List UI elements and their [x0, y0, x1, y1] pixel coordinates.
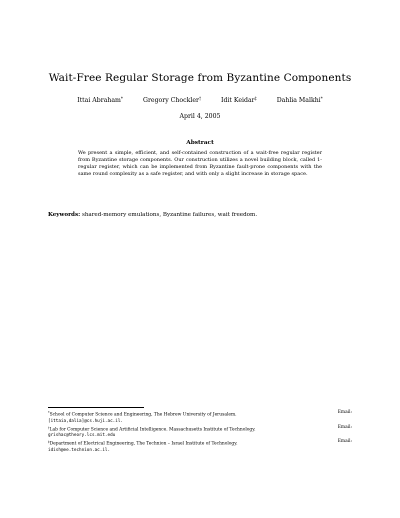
author-affiliation-mark: * — [320, 96, 323, 101]
footnote — [48, 439, 352, 454]
author-affiliation-mark: † — [198, 96, 202, 101]
author-list — [0, 96, 400, 104]
author-name: Ittai Abraham — [77, 97, 121, 104]
footnote-email: idish@ee.technion.ac.il. — [48, 447, 111, 453]
footnote-email-label: Email: — [337, 424, 352, 430]
footnote-email: [ittaia,dalia]@cs.huji.ac.il. — [48, 418, 124, 424]
author — [221, 96, 257, 104]
abstract-body: We present a simple, efficient, and self-contained construction of a wait-free regular register from Byzantine storage components. Our construction utilizes a novel building block, called 1-regular register, which can be implemented from Byzantine fault-prone components with the same round complexity as a safe register, and with only a slight increase in storage space. — [78, 150, 322, 177]
footnote-text: School of Computer Science and Engineering, The Hebrew University of Jerusalem. — [49, 412, 237, 418]
footnote-text: Lab for Computer Science and Artificial Intelligence. Massachusetts Institute of Technology. — [49, 427, 256, 432]
footnote-email-label: Email: — [337, 410, 352, 415]
author — [277, 96, 323, 104]
footnote-mark: * — [48, 411, 50, 415]
footnotes — [48, 410, 352, 454]
footnote — [48, 410, 352, 425]
author-affiliation-mark: * — [120, 96, 124, 101]
author-affiliation-mark: ‡ — [254, 96, 257, 101]
footnote-email-label: Email: — [337, 439, 352, 444]
paper-date: April 4, 2005 — [179, 113, 221, 120]
footnote-email: grishac@theory.lcs.mit.edu — [48, 433, 116, 438]
author — [143, 96, 201, 104]
abstract-heading: Abstract — [186, 140, 214, 146]
keywords-line — [48, 212, 358, 218]
footnote — [48, 425, 352, 440]
footnote-mark: ‡ — [48, 440, 50, 444]
keywords-text: shared-memory emulations, Byzantine failures, wait freedom. — [81, 212, 258, 218]
author-name: Gregory Chockler — [143, 97, 199, 104]
author-name: Idit Keidar — [221, 97, 255, 104]
paper-title: Wait-Free Regular Storage from Byzantine Components — [48, 72, 352, 84]
footnote-text: Department of Electrical Engineering, The Technion – Israel Institute of Technology. — [49, 441, 238, 447]
keywords-label: Keywords: — [48, 212, 81, 218]
footnote-mark: † — [48, 425, 50, 430]
footnote-rule — [48, 407, 144, 408]
author-name: Dahlia Malkhi — [276, 97, 321, 104]
author — [77, 96, 123, 104]
